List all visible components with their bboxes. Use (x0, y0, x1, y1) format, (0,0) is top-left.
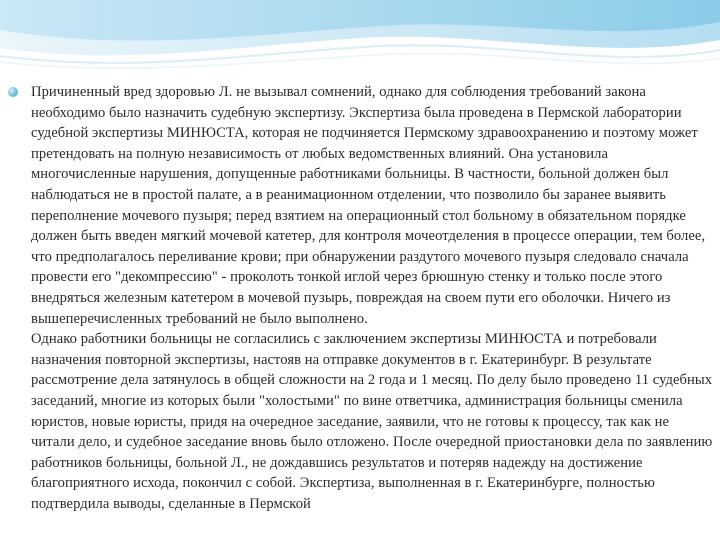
paragraph-expertise-findings: Причиненный вред здоровью Л. не вызывал сомнений, однако для соблюдения требований закона необходимо было назначить судебную экспертизу. Экспертиза была проведена в Пермской лаборатории судебной экспертизы МИНЮСТА, которая не подчиняется Пермскому здравоохранению и поэтому может претендовать на полную независимость от любых ведомственных влияний. Она установила многочисленные нарушения, допущенные работниками больницы. В частности, больной должен был наблюдаться не в простой палате, а в реанимационном отделении, что позволило бы заранее выявить переполнение мочевого пузыря; перед взятием на операционный стол больному в обязательном порядке должен быть введен мягкий мочевой катетер, для контроля мочеотделения в процессе операции, тем более, что предполагалось переливание крови; при обнаружении раздутого мочевого пузыря следовало сначала провести его "декомпрессию" - проколоть тонкой иглой через брюшную стенку и только после этого внедряться железным катетером в мочевой пузырь, повреждая на своем пути его оболочки. Ничего из вышеперечисленных требований не было выполнено. (31, 84, 706, 327)
bullet-icon (8, 87, 18, 97)
header-wave-decoration (0, 0, 720, 80)
slide-body-text (31, 82, 714, 514)
paragraph-repeat-expertise: Однако работники больницы не согласились с заключением экспертизы МИНЮСТА и потребовали назначения повторной экспертизы, настояв на отправке документов в г. Екатеринбург. В результате рассмотрение дела затянулось в общей сложности на 2 года и 1 месяц. По делу было проведено 11 судебных заседаний, многие из которых были "холостыми" по вине ответчика, администрация больницы сменила юристов, новые юристы, придя на очередное заседание, заявили, что не готовы к процессу, так как не читали дело, и судебное заседание вновь было отложено. После очередной приостановки дела по заявлению работников больницы, больной Л., не дождавшись результатов и потеряв надежду на достижение благоприятного исхода, покончил с собой. Экспертиза, выполненная в г. Екатеринбурге, полностью подтвердила выводы, сделанные в Пермской (31, 331, 713, 512)
slide-content (8, 82, 714, 514)
